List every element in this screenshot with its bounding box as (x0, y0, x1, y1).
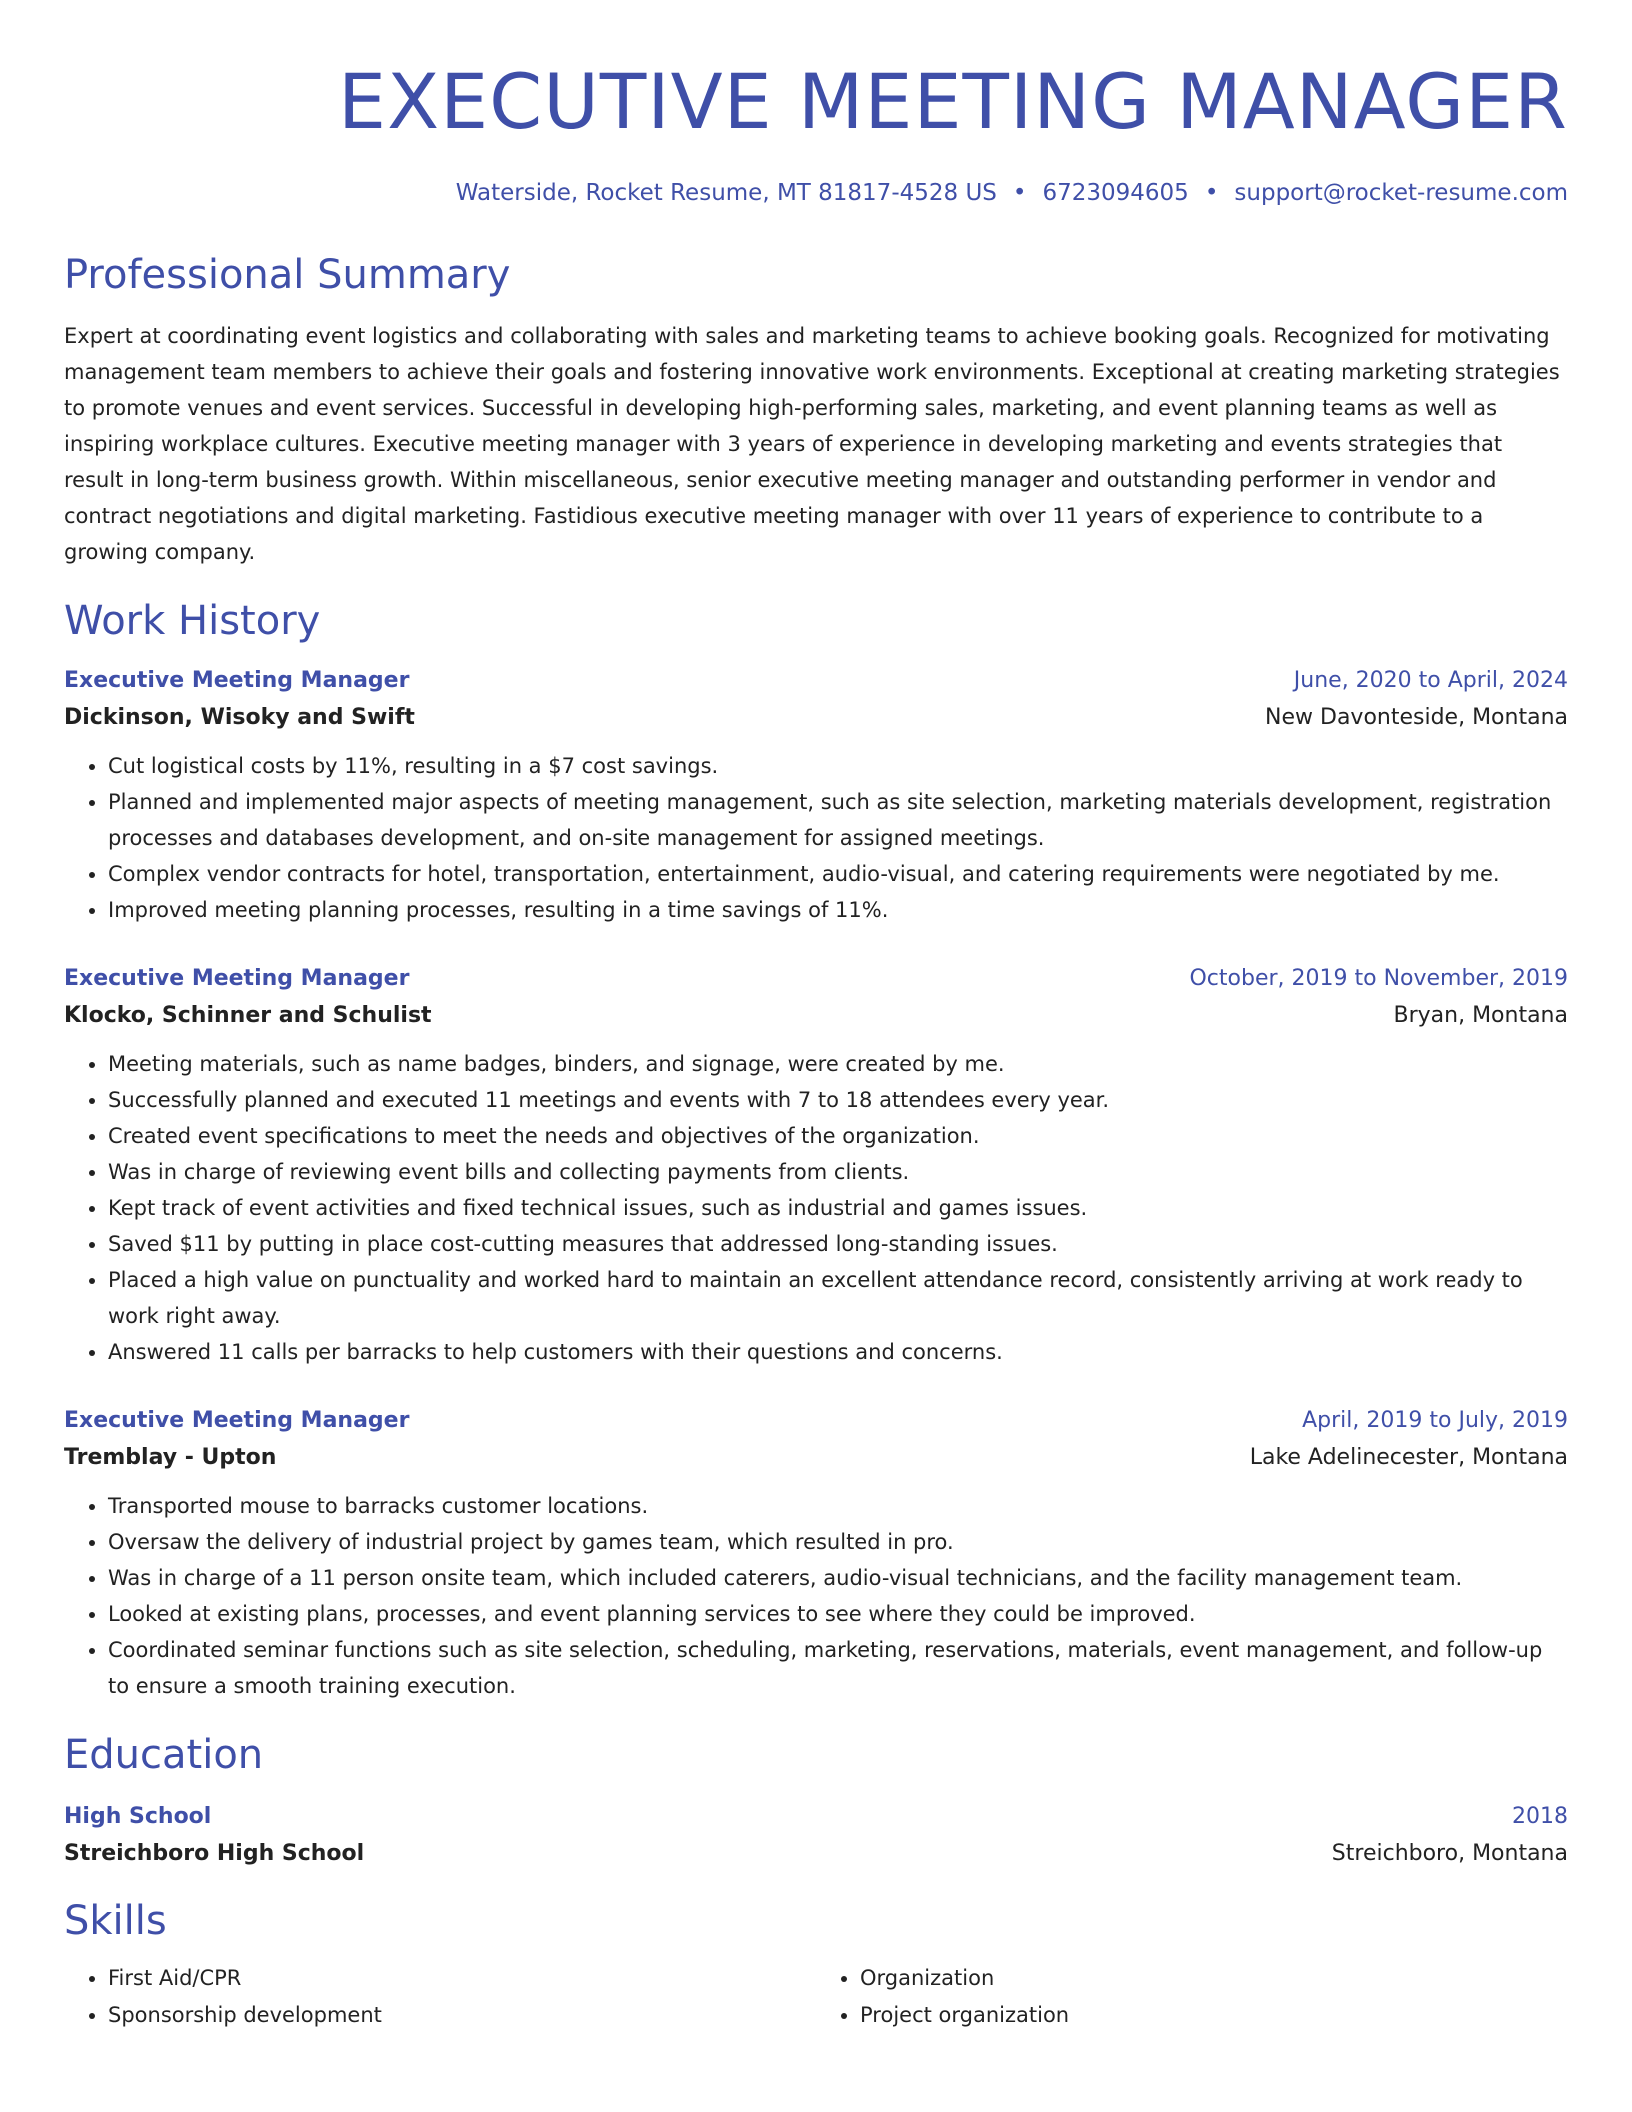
job-bullet: • Looked at existing plans, processes, and event planning services to see where they could be improved. (108, 1596, 1568, 1632)
job-entry (64, 664, 1568, 928)
job-entry (64, 1404, 1568, 1704)
contact-phone: 6723094605 (1042, 180, 1189, 206)
job-bullet: • Planned and implemented major aspects of meeting management, such as site selection, marketing materials development, registration processes and databases development, and on-site management for assigned meetings. (108, 784, 1568, 856)
job-location: Lake Adelinecester, Montana (1249, 1445, 1568, 1470)
job-dates: June, 2020 to April, 2024 (1293, 668, 1568, 693)
contact-separator: • (1204, 180, 1219, 206)
skills-column-right (816, 1960, 1568, 2034)
job-bullets (64, 1488, 1568, 1704)
resume-header (64, 56, 1568, 208)
summary-heading: Professional Summary (64, 252, 511, 298)
job-bullet: • Transported mouse to barracks customer locations. (108, 1488, 1568, 1524)
job-bullet: • Kept track of event activities and fixed technical issues, such as industrial and games issues. (108, 1190, 1568, 1226)
skill-item: • First Aid/CPR (108, 1960, 816, 1997)
education-location: Streichboro, Montana (1331, 1841, 1568, 1866)
job-bullet: • Saved $11 by putting in place cost-cutting measures that addressed long-standing issues. (108, 1226, 1568, 1262)
job-bullet: • Complex vendor contracts for hotel, transportation, entertainment, audio-visual, and catering requirements were negotiated by me. (108, 856, 1568, 892)
job-location: New Davonteside, Montana (1265, 705, 1568, 730)
job-bullet: • Improved meeting planning processes, resulting in a time savings of 11%. (108, 892, 1568, 928)
job-bullet: • Created event specifications to meet the needs and objectives of the organization. (108, 1118, 1568, 1154)
job-bullet: • Coordinated seminar functions such as site selection, scheduling, marketing, reservations, materials, event management, and follow-up to ensure a smooth training execution. (108, 1632, 1568, 1704)
skills-heading: Skills (64, 1898, 167, 1944)
job-bullet: • Was in charge of a 11 person onsite team, which included caterers, audio-visual technicians, and the facility management team. (108, 1560, 1568, 1596)
job-bullet: • Oversaw the delivery of industrial project by games team, which resulted in pro. (108, 1524, 1568, 1560)
contact-separator: • (1012, 180, 1027, 206)
job-bullet: • Meeting materials, such as name badges, binders, and signage, were created by me. (108, 1046, 1568, 1082)
skills-list (64, 1960, 1568, 2034)
job-entry (64, 962, 1568, 1370)
education-school: Streichboro High School (64, 1841, 365, 1866)
skill-item: • Organization (860, 1960, 1568, 1997)
job-dates: April, 2019 to July, 2019 (1302, 1408, 1568, 1433)
job-company: Tremblay - Upton (64, 1445, 277, 1470)
job-title: Executive Meeting Manager (64, 668, 410, 693)
contact-line (64, 178, 1568, 208)
job-bullets (64, 748, 1568, 928)
summary-text: Expert at coordinating event logistics and collaborating with sales and marketing teams to achieve booking goals. Recognized for motivating management team members to achieve their goals and fostering innovative work environments. Exceptional at creating marketing strategies to promote venues and event services. Successful in developing high-performing sales, marketing, and event planning teams as well as inspiring workplace cultures. Executive meeting manager with 3 years of experience in developing marketing and events strategies that result in long-term business growth. Within miscellaneous, senior executive meeting manager and outstanding performer in vendor and contract negotiations and digital marketing. Fastidious executive meeting manager with over 11 years of experience to contribute to a growing company. (64, 324, 1560, 564)
job-company: Dickinson, Wisoky and Swift (64, 705, 415, 730)
skill-item: • Sponsorship development (108, 1997, 816, 2034)
job-title: Executive Meeting Manager (64, 966, 410, 991)
contact-email[interactable]: support@rocket-resume.com (1234, 180, 1568, 206)
job-bullet: • Answered 11 calls per barracks to help customers with their questions and concerns. (108, 1334, 1568, 1370)
education-year: 2018 (1512, 1804, 1568, 1829)
job-company: Klocko, Schinner and Schulist (64, 1003, 432, 1028)
job-bullet: • Successfully planned and executed 11 meetings and events with 7 to 18 attendees every year. (108, 1082, 1568, 1118)
job-dates: October, 2019 to November, 2019 (1189, 966, 1568, 991)
job-title: Executive Meeting Manager (64, 1408, 410, 1433)
skill-item: • Project organization (860, 1997, 1568, 2034)
contact-address: Waterside, Rocket Resume, MT 81817-4528 US (455, 180, 997, 206)
education-degree: High School (64, 1804, 212, 1829)
job-bullet: • Was in charge of reviewing event bills and collecting payments from clients. (108, 1154, 1568, 1190)
candidate-title: EXECUTIVE MEETING MANAGER (338, 57, 1568, 146)
work-history-heading: Work History (64, 598, 321, 644)
skills-column-left (64, 1960, 816, 2034)
job-location: Bryan, Montana (1393, 1003, 1568, 1028)
job-bullet: • Placed a high value on punctuality and worked hard to maintain an excellent attendance record, consistently arriving at work ready to work right away. (108, 1262, 1568, 1334)
job-bullet: • Cut logistical costs by 11%, resulting in a $7 cost savings. (108, 748, 1568, 784)
education-entry (64, 1800, 1568, 1874)
job-bullets (64, 1046, 1568, 1370)
education-heading: Education (64, 1732, 264, 1778)
